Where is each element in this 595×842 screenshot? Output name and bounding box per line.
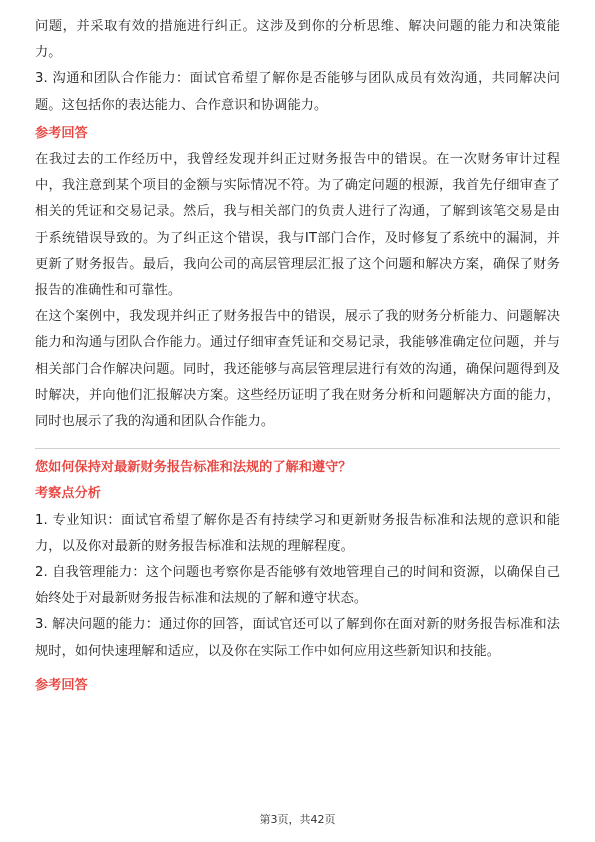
page-content — [35, 14, 560, 699]
paragraph-teamwork-point: 3. 沟通和团队合作能力：面试官希望了解你是否能够与团队成员有效沟通，共同解决问题。这包括你的表达能力、合作意识和协调能力。 — [35, 71, 560, 113]
analysis-point-3: 3. 解决问题的能力：通过你的回答，面试官还可以了解到你在面对新的财务报告标准和法规时，如何快速理解和适应，以及你在实际工作中如何应用这些新知识和技能。 — [35, 617, 560, 659]
question-heading: 您如何保持对最新财务报告标准和法规的了解和遵守？ — [35, 460, 352, 476]
reference-answer-heading: 参考回答 — [35, 125, 88, 141]
analysis-point-1: 1. 专业知识：面试官希望了解你是否有持续学习和更新财务报告标准和法规的意识和能力，以及你对最新的财务报告标准和法规的理解程度。 — [35, 512, 560, 554]
page-footer: 第3页，共42页 — [259, 813, 336, 826]
analysis-point-2: 2. 自我管理能力：这个问题也考察你是否能够有效地管理自己的时间和资源，以确保自己始终处于对最新财务报告标准和法规的了解和遵守状态。 — [35, 565, 560, 607]
paragraph-answer-story: 在我过去的工作经历中，我曾经发现并纠正过财务报告中的错误。在一次财务审计过程中，我注意到某个项目的金额与实际情况不符。为了确定问题的根源，我首先仔细审查了相关的凭证和交易记录。然后，我与相关部门的负责人进行了沟通，了解到该笔交易是由于系统错误导致的。为了纠正这个错误，我与IT部门合作，及时修复了系统中的漏洞，并更新了财务报告。最后，我向公司的高层管理层汇报了这个问题和解决方案，确保了财务报告的准确性和可靠性。 — [35, 152, 560, 299]
reference-answer-heading-2: 参考回答 — [35, 677, 88, 693]
section-divider — [35, 448, 560, 449]
analysis-heading: 考察点分析 — [35, 486, 101, 502]
paragraph-answer-summary: 在这个案例中，我发现并纠正了财务报告中的错误，展示了我的财务分析能力、问题解决能力和沟通与团队合作能力。通过仔细审查凭证和交易记录，我能够准确定位问题，并与相关部门合作解决问题。同时，我还能够与高层管理层进行有效的沟通，确保问题得到及时解决，并向他们汇报解决方案。这些经历证明了我在财务分析和问题解决方面的能力，同时也展示了我的沟通和团队合作能力。 — [35, 309, 560, 430]
paragraph-continuation: 问题，并采取有效的措施进行纠正。这涉及到你的分析思维、解决问题的能力和决策能力。 — [35, 19, 560, 61]
